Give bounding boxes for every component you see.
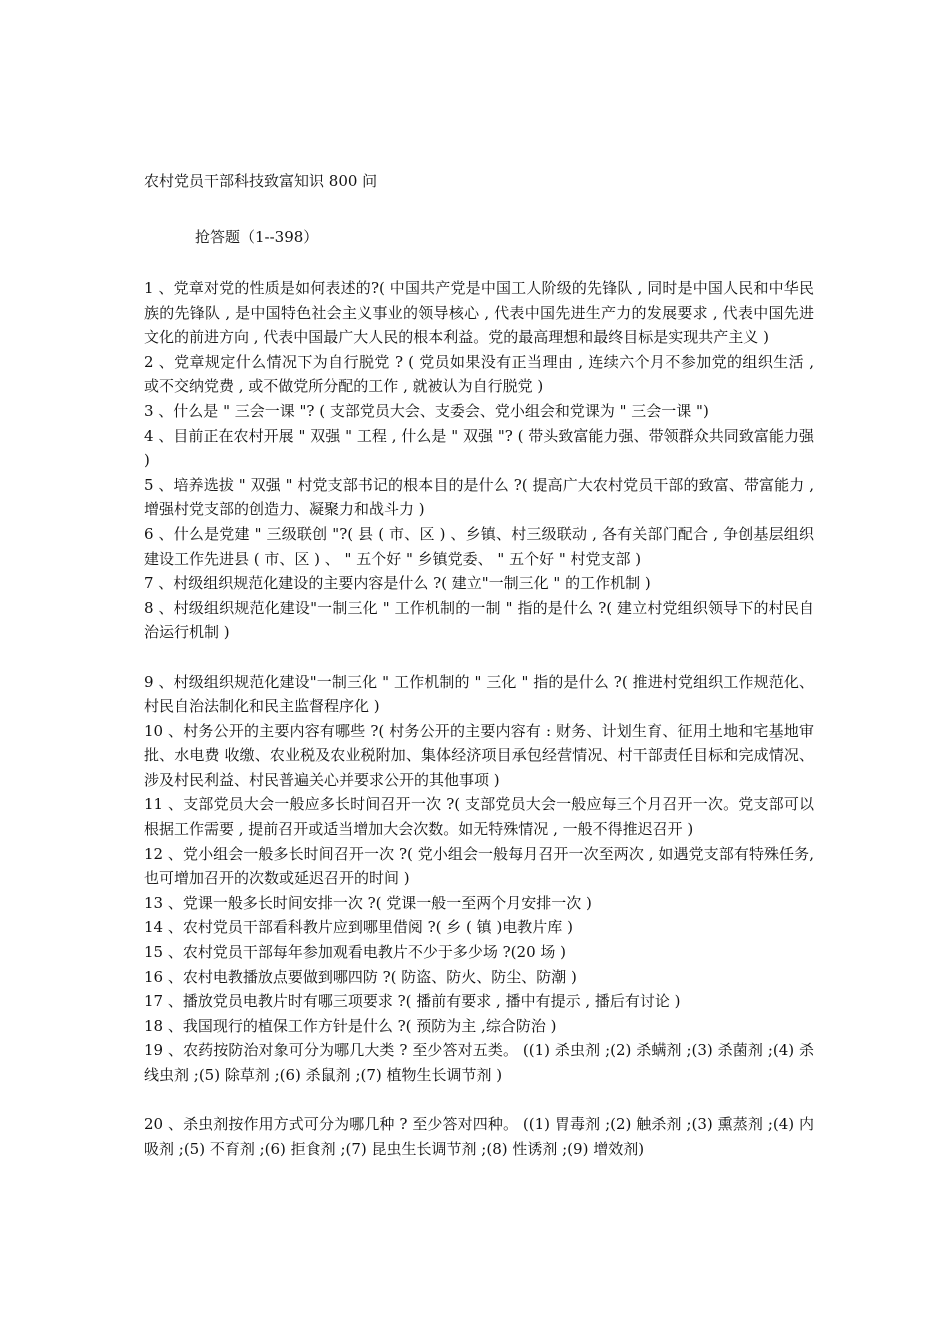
question-item: 15 、农村党员干部每年参加观看电教片不少于多少场 ?(20 场 ) <box>144 943 566 962</box>
question-item: 8 、村级组织规范化建设"一制三化 " 工作机制的一制 " 指的是什么 ?( 建立村党组织领导下的村民自治运行机制 ) <box>144 598 814 642</box>
question-item: 13 、党课一般多长时间安排一次 ?( 党课一般一至两个月安排一次 ) <box>144 893 592 912</box>
question-item: 11 、支部党员大会一般应多长时间召开一次 ?( 支部党员大会一般应每三个月召开一次。党支部可以根据工作需要 , 提前召开或适当增加大会次数。如无特殊情况 , 一般不得推迟召开 ) <box>144 795 814 839</box>
question-item: 7 、村级组织规范化建设的主要内容是什么 ?( 建立"一制三化 " 的工作机制 ) <box>144 574 651 593</box>
question-item: 10 、村务公开的主要内容有哪些 ?( 村务公开的主要内容有 : 财务、计划生育、征用土地和宅基地审批、水电费 收缴、农业税及农业税附加、集体经济项目承包经营情况、村干部责任目标和完成情况、涉及村民利益、村民普遍关心并要求公开的其他事项 ) <box>144 721 814 789</box>
question-item: 6 、什么是党建 " 三级联创 "?( 县 ( 市、区 ) 、乡镇、村三级联动 , 各有关部门配合 , 争创基层组织建设工作先进县 ( 市、区 ) 、 " 五个好 " 乡镇党委、 " 五个好 " 村党支部 ) <box>144 524 814 568</box>
question-item: 18 、我国现行的植保工作方针是什么 ?( 预防为主 ,综合防治 ) <box>144 1016 557 1035</box>
question-item: 16 、农村电教播放点要做到哪四防 ?( 防盗、防火、防尘、防潮 ) <box>144 967 577 986</box>
question-item: 20 、杀虫剂按作用方式可分为哪几种 ? 至少答对四种。 ((1) 胃毒剂 ;(2) 触杀剂 ;(3) 熏蒸剂 ;(4) 内吸剂 ;(5) 不育剂 ;(6) 拒食剂 ;(7) 昆虫生长调节剂 ;(8) 性诱剂 ;(9) 增效剂) <box>144 1115 814 1158</box>
question-item: 3 、什么是 " 三会一课 "? ( 支部党员大会、支委会、党小组会和党课为 " 三会一课 ") <box>144 401 709 420</box>
question-list <box>144 276 814 1161</box>
question-item: 5 、培养选拔 " 双强 " 村党支部书记的根本目的是什么 ?( 提高广大农村党员干部的致富、带富能力 , 增强村党支部的创造力、凝聚力和战斗力 ) <box>144 475 814 519</box>
document-title: 农村党员干部科技致富知识 800 问 <box>144 172 378 190</box>
question-item: 12 、党小组会一般多长时间召开一次 ?( 党小组会一般每月召开一次至两次 , 如遇党支部有特殊任务, 也可增加召开的次数或延迟召开的时间 ) <box>144 844 814 888</box>
question-item: 1 、党章对党的性质是如何表述的?( 中国共产党是中国工人阶级的先锋队 , 同时是中国人民和中华民族的先锋队 , 是中国特色社会主义事业的领导核心 , 代表中国先进生产力的发展要求 , 代表中国先进文化的前进方向 , 代表中国最广大人民的根本利益。党的最高理想和最终目标是实现共产主义 ) <box>144 279 814 347</box>
document-subtitle: 抢答题（1--398） <box>195 228 319 246</box>
question-item: 19 、农药按防治对象可分为哪几大类 ? 至少答对五类。 ((1) 杀虫剂 ;(2) 杀螨剂 ;(3) 杀菌剂 ;(4) 杀线虫剂 ;(5) 除草剂 ;(6) 杀鼠剂 ;(7) 植物生长调节剂 ) <box>144 1041 814 1084</box>
question-item: 9 、村级组织规范化建设"一制三化 " 工作机制的 " 三化 " 指的是什么 ?( 推进村党组织工作规范化、村民自治法制化和民主监督程序化 ) <box>144 672 814 716</box>
question-item: 4 、目前正在农村开展 " 双强 " 工程 , 什么是 " 双强 "? ( 带头致富能力强、带领群众共同致富能力强 ) <box>144 426 814 470</box>
question-item: 2 、党章规定什么情况下为自行脱党 ? ( 党员如果没有正当理由 , 连续六个月不参加党的组织生活 , 或不交纳党费 , 或不做党所分配的工作 , 就被认为自行脱党 ) <box>144 352 814 396</box>
question-item: 14 、农村党员干部看科教片应到哪里借阅 ?( 乡 ( 镇 )电教片库 ) <box>144 918 573 937</box>
question-item: 17 、播放党员电教片时有哪三项要求 ?( 播前有要求 , 播中有提示 , 播后有讨论 ) <box>144 992 681 1011</box>
